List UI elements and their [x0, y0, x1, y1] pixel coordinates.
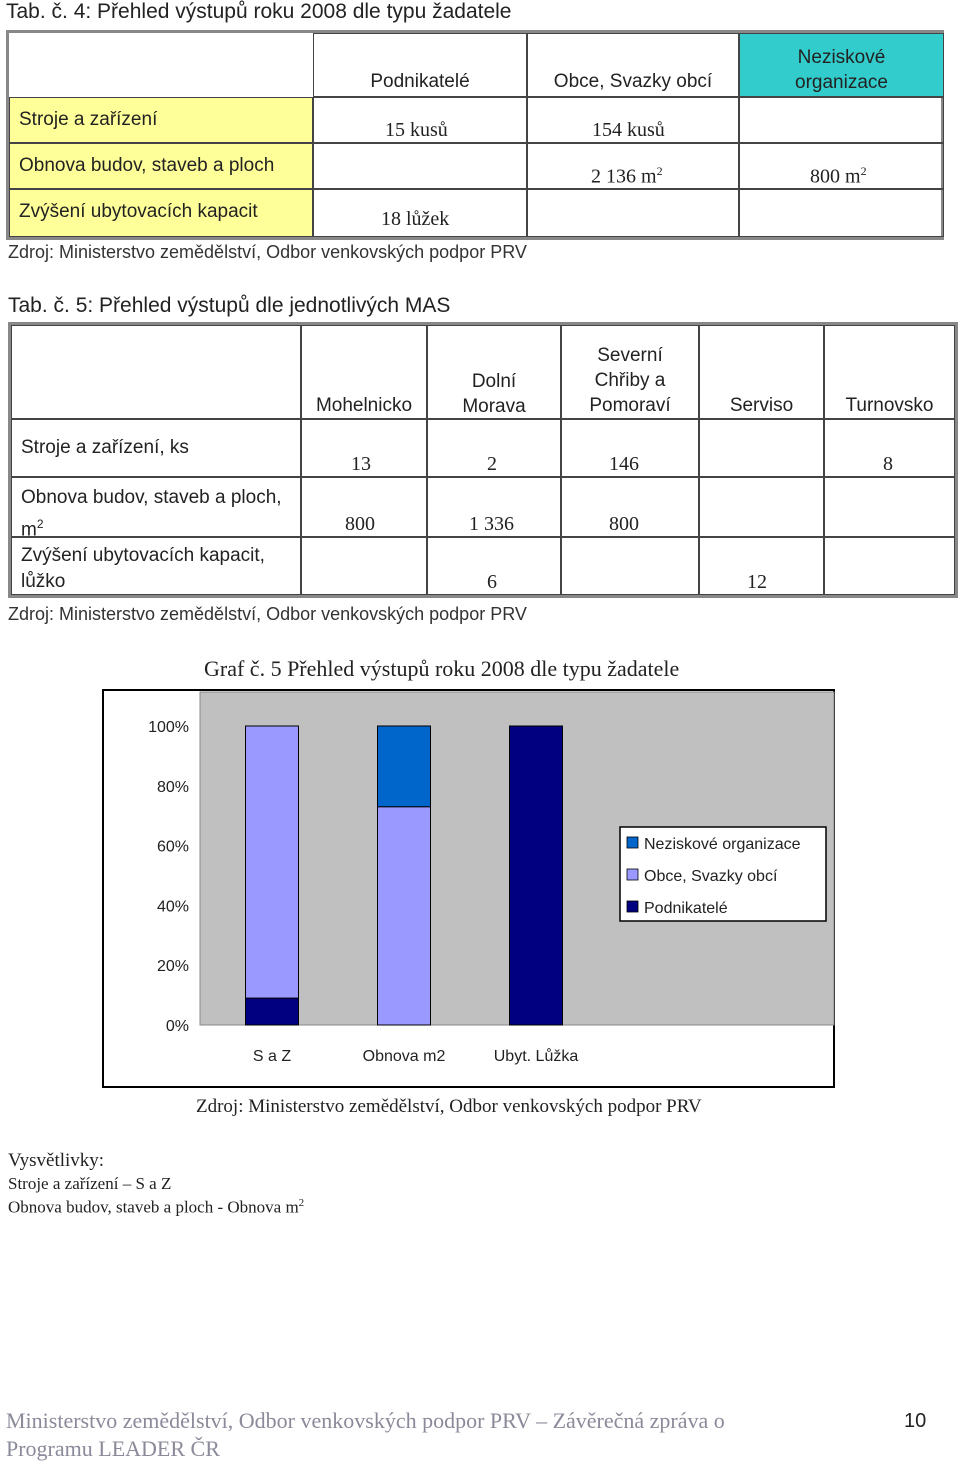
bar-segment [246, 998, 299, 1025]
table4-row-label: Zvýšení ubytovacích kapacit [19, 201, 258, 222]
superscript: 2 [298, 1197, 305, 1209]
y-tick-label: 60% [156, 838, 189, 856]
table5-header: Mohelnicko [315, 395, 413, 416]
table5-corner [11, 325, 301, 419]
legend-label: Neziskové organizace [644, 836, 801, 853]
legend-label: Podnikatelé [644, 900, 728, 917]
y-tick-label: 100% [148, 719, 189, 736]
x-tick-label: Ubyt. Lůžka [493, 1048, 579, 1065]
y-tick-label: 80% [156, 778, 189, 796]
table5-header: Serviso [729, 395, 794, 416]
bar-segment [246, 726, 299, 998]
table4-source: Zdroj: Ministerstvo zemědělství, Odbor venkovských podpor PRV [8, 242, 527, 262]
x-tick-label: S a Z [252, 1048, 292, 1065]
table5-value: 8 [883, 453, 893, 475]
legend-explanation-title: Vysvětlivky: [8, 1150, 105, 1171]
y-tick-label: 0% [165, 1018, 189, 1035]
table5-value: 1 336 [469, 513, 514, 535]
table5-source: Zdroj: Ministerstvo zemědělství, Odbor venkovských podpor PRV [8, 604, 527, 624]
table4-value: 154 kusů [592, 119, 665, 141]
page-number: 10 [904, 1410, 927, 1432]
legend-swatch [627, 901, 638, 912]
table5-header: Turnovsko [845, 395, 934, 416]
table4-value: 18 lůžek [381, 208, 450, 230]
table4-header-obce: Obce, Svazky obcí [553, 71, 713, 92]
table5-row-label [21, 485, 291, 543]
table4-header-neziskove: Neziskové organizace [795, 47, 888, 93]
bar-segment [378, 807, 431, 1025]
chart-title: Graf č. 5 Přehled výstupů roku 2008 dle typu žadatele [204, 656, 680, 681]
superscript: 2 [860, 164, 867, 178]
table5-value: 13 [351, 453, 371, 475]
table4-value: 15 kusů [385, 119, 448, 141]
table4-cell [313, 143, 527, 189]
legend-explanation-line: Stroje a zařízení – S a Z [8, 1174, 172, 1193]
table5-value: 146 [609, 453, 639, 475]
legend-explanation-line [8, 1197, 304, 1218]
legend-explanation-text: Obnova budov, staveb a ploch - Obnova m [8, 1197, 299, 1217]
bar-segment [510, 726, 563, 1025]
bar-segment [378, 726, 431, 807]
table5 [8, 322, 958, 598]
table4-cell [527, 189, 739, 237]
table5-row-label: Zvýšení ubytovacích kapacit, lůžko [21, 545, 265, 592]
table5-value: 2 [487, 453, 497, 475]
chart-source: Zdroj: Ministerstvo zemědělství, Odbor venkovských podpor PRV [196, 1096, 702, 1117]
table4-header-podnikatele: Podnikatelé [370, 71, 470, 92]
table5-caption: Tab. č. 5: Přehled výstupů dle jednotlivých MAS [8, 294, 451, 317]
table4-value [810, 164, 867, 189]
footer-line: Programu LEADER ČR [6, 1436, 220, 1461]
table5-cell [301, 537, 427, 595]
legend-swatch [627, 869, 638, 880]
superscript: 2 [656, 164, 663, 178]
table5-cell [824, 477, 955, 537]
table5-row-label-text: Obnova budov, staveb a ploch, m [21, 487, 282, 541]
y-tick-label: 20% [156, 958, 189, 976]
table5-cell [824, 537, 955, 595]
table4-caption: Tab. č. 4: Přehled výstupů roku 2008 dle typu žadatele [6, 0, 512, 23]
x-tick-label: Obnova m2 [362, 1048, 446, 1065]
table5-cell [699, 419, 824, 477]
legend-swatch [627, 837, 638, 848]
table4-value-text: 800 m [810, 165, 861, 188]
legend-label: Obce, Svazky obcí [644, 868, 778, 885]
table4-row-label: Obnova budov, staveb a ploch [19, 155, 275, 176]
table5-header: Severní Chřiby a Pomoraví [589, 345, 671, 416]
table4-value-text: 2 136 m [591, 165, 657, 188]
table4-row-label: Stroje a zařízení [19, 109, 158, 130]
table5-value: 800 [609, 513, 639, 535]
chart [0, 680, 960, 1100]
footer-line: Ministerstvo zemědělství, Odbor venkovských podpor PRV – Závěrečná zpráva o [6, 1408, 725, 1433]
table5-value: 12 [747, 571, 767, 593]
table5-cell [561, 537, 699, 595]
table4-cell [739, 97, 944, 143]
table5-row-label: Stroje a zařízení, ks [21, 437, 189, 458]
y-tick-label: 40% [156, 898, 189, 916]
table5-value: 800 [345, 513, 375, 535]
superscript: 2 [36, 517, 44, 531]
table5-cell [699, 477, 824, 537]
table5-value: 6 [487, 571, 497, 593]
table4-cell [739, 189, 944, 237]
table5-header: Dolní Morava [462, 371, 526, 417]
table4-value [591, 164, 663, 189]
table4 [6, 30, 944, 240]
